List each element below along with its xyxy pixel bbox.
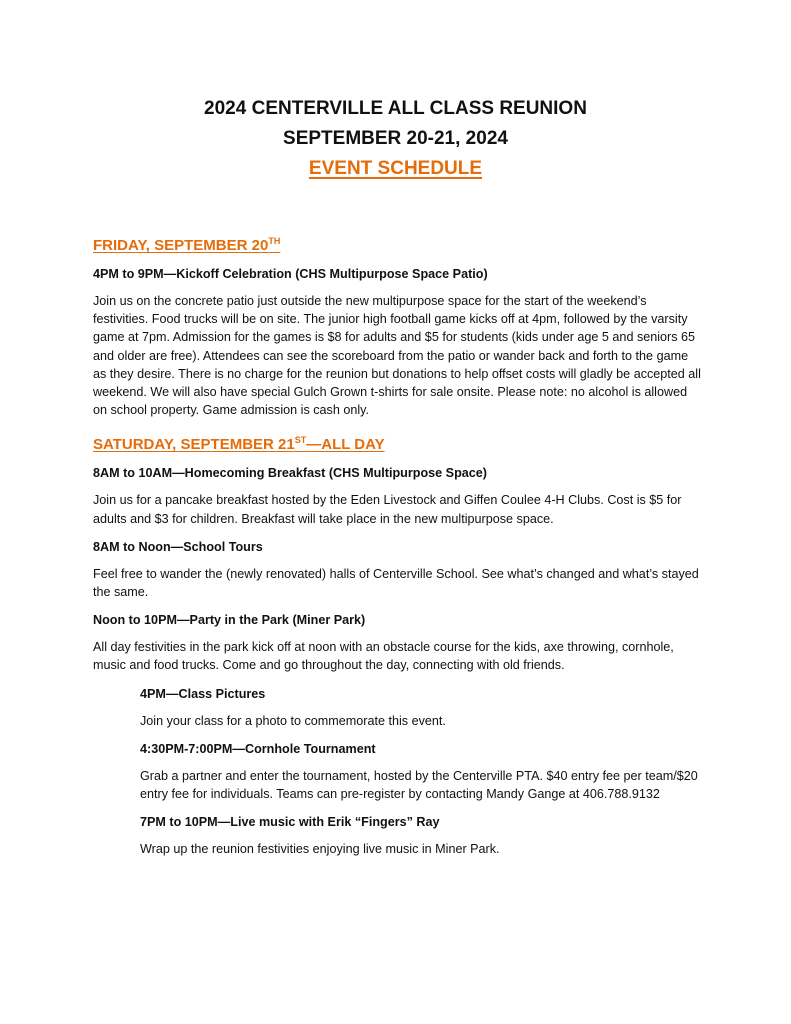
document-header bbox=[0, 94, 791, 184]
event-description: All day festivities in the park kick off at noon with an obstacle course for the kids, axe throwing, cornhole, music and food trucks. Come and go throughout the day, connecting with old friends. bbox=[93, 640, 674, 673]
friday-heading-suffix: TH bbox=[268, 236, 281, 246]
reunion-dates: SEPTEMBER 20-21, 2024 bbox=[283, 128, 508, 149]
sub-event-description: Grab a partner and enter the tournament, hosted by the Centerville PTA. $40 entry fee per team/$20 entry fee for individuals. Teams can pre-register by contacting Mandy Gange at 406.788.9132 bbox=[140, 768, 698, 802]
event-title: 4PM to 9PM—Kickoff Celebration (CHS Multipurpose Space Patio) bbox=[93, 267, 488, 281]
friday-heading bbox=[93, 230, 703, 257]
event-title: 8AM to Noon—School Tours bbox=[93, 539, 263, 554]
saturday-heading-suffix: ST bbox=[294, 435, 307, 446]
friday-heading-text: FRIDAY, SEPTEMBER 20 bbox=[93, 237, 269, 254]
sub-event-description: Join your class for a photo to commemorate this event. bbox=[140, 713, 446, 728]
event-description: Join us on the concrete patio just outside the new multipurpose space for the start of the weekend’s festivities. Food trucks will be on site. The junior high football game kicks off at 4pm, followed by the varsity game at 7pm. Admission for the games is $8 for adults and $5 for students (kids under age 5 and seniors 65 and older are free). Attendees can see the scoreboard from the patio or wander back and forth to the game as they desire. There is no charge for the reunion but donations to help offset costs will gladly be accepted all weekend. We will also have special Gulch Grown t-shirts for sale onsite. Please note: no alcohol is allowed on school property. Game admission is cash only. bbox=[93, 294, 701, 418]
park-sub-events bbox=[140, 685, 708, 859]
saturday-heading-all-day: —ALL DAY bbox=[306, 436, 385, 454]
event-title: 8AM to 10AM—Homecoming Breakfast (CHS Multipurpose Space) bbox=[93, 466, 487, 481]
event-schedule-title: EVENT SCHEDULE bbox=[308, 158, 483, 179]
sub-event-title: 7PM to 10PM—Live music with Erik “Fingers” Ray bbox=[140, 815, 440, 830]
sub-event-title: 4:30PM-7:00PM—Cornhole Tournament bbox=[140, 741, 376, 756]
reunion-title: 2024 CENTERVILLE ALL CLASS REUNION bbox=[204, 98, 587, 119]
saturday-heading bbox=[93, 429, 703, 456]
schedule-content bbox=[93, 230, 703, 868]
sub-event-description: Wrap up the reunion festivities enjoying live music in Miner Park. bbox=[140, 842, 500, 857]
saturday-heading-text: SATURDAY, SEPTEMBER 21 bbox=[93, 436, 295, 454]
event-title: Noon to 10PM—Party in the Park (Miner Park) bbox=[93, 613, 366, 628]
event-description: Join us for a pancake breakfast hosted by the Eden Livestock and Giffen Coulee 4-H Clubs. Cost is $5 for adults and $3 for children. Breakfast will take place in the new multipurpose space. bbox=[93, 493, 682, 526]
sub-event-title: 4PM—Class Pictures bbox=[140, 686, 266, 701]
event-description: Feel free to wander the (newly renovated) halls of Centerville School. See what’s changed and what’s stayed the same. bbox=[93, 566, 699, 600]
